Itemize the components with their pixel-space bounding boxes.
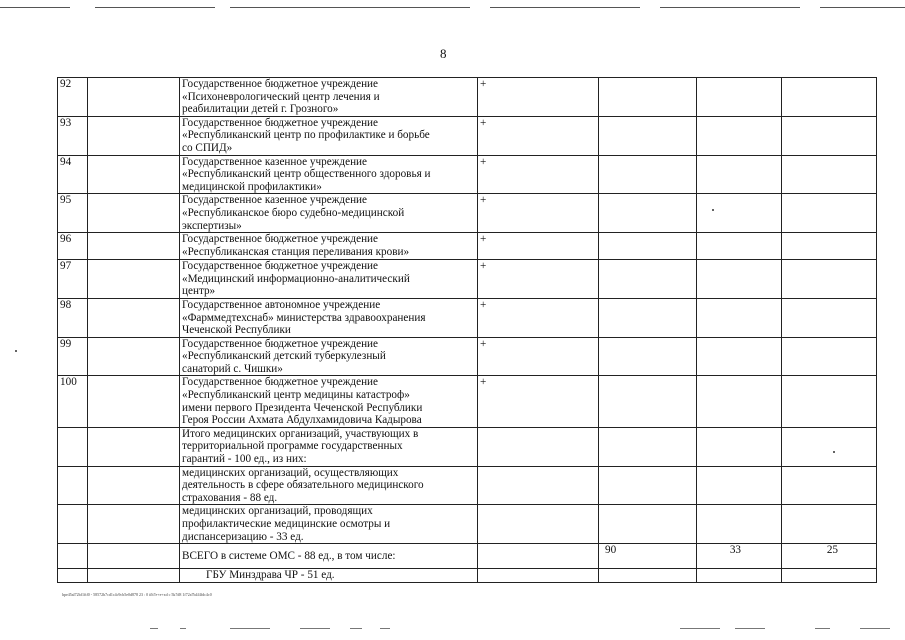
empty-cell xyxy=(599,155,697,194)
empty-cell xyxy=(599,233,697,260)
empty-cell xyxy=(88,544,180,569)
organization-name xyxy=(180,78,478,117)
row-number xyxy=(58,466,88,505)
organization-name xyxy=(180,298,478,337)
table-row xyxy=(58,298,877,337)
table-row xyxy=(58,194,877,233)
organization-name xyxy=(180,116,478,155)
name-line: имени первого Президента Чеченской Республики xyxy=(182,401,423,414)
name-line: деятельность в сфере обязательного медицинского xyxy=(182,479,424,492)
empty-cell xyxy=(697,233,782,260)
table-row xyxy=(58,427,877,466)
empty-cell xyxy=(782,78,877,117)
empty-cell xyxy=(88,155,180,194)
empty-cell xyxy=(599,116,697,155)
empty-cell xyxy=(599,298,697,337)
empty-cell xyxy=(697,505,782,544)
table-body xyxy=(58,78,877,583)
table-row xyxy=(58,505,877,544)
empty-cell xyxy=(599,376,697,427)
empty-cell xyxy=(58,569,88,583)
name-line: Государственное бюджетное учреждение xyxy=(182,376,379,389)
empty-cell xyxy=(88,466,180,505)
empty-cell xyxy=(782,298,877,337)
participation-mark xyxy=(478,466,599,505)
empty-cell xyxy=(88,298,180,337)
name-line: Государственное автономное учреждение xyxy=(182,298,381,311)
row-number: 96 xyxy=(58,233,88,260)
empty-cell xyxy=(88,505,180,544)
empty-cell xyxy=(88,569,180,583)
name-line: со СПИД» xyxy=(182,141,233,154)
empty-cell xyxy=(782,155,877,194)
name-line: центр» xyxy=(182,285,216,298)
empty-cell xyxy=(599,505,697,544)
table-row xyxy=(58,155,877,194)
empty-cell xyxy=(599,337,697,376)
name-line: «Республиканское бюро судебно-медицинской xyxy=(182,206,405,219)
participation-mark: + xyxy=(478,337,599,376)
organization-name xyxy=(180,505,478,544)
name-line: «Республиканский центр общественного здоровья и xyxy=(182,168,431,181)
name-line: территориальной программе государственных xyxy=(182,440,403,453)
table-row xyxy=(58,233,877,260)
page-number: 8 xyxy=(440,46,447,61)
organization-name xyxy=(180,466,478,505)
name-line: страхования - 88 ед. xyxy=(182,491,278,504)
empty-cell xyxy=(782,194,877,233)
table-row xyxy=(58,376,877,427)
total-value-1: 90 xyxy=(599,544,697,569)
name-line: «Республиканский центр по профилактике и борьбе xyxy=(182,129,430,142)
name-line: «Республиканская станция переливания крови» xyxy=(182,245,410,258)
name-line: «Психоневрологический центр лечения и xyxy=(182,90,380,103)
name-line: профилактические медицинские осмотры и xyxy=(182,518,391,530)
empty-cell xyxy=(782,569,877,583)
participation-mark xyxy=(478,505,599,544)
name-line: гарантий - 100 ед., из них: xyxy=(182,453,307,466)
organization-name xyxy=(180,194,478,233)
row-number: 94 xyxy=(58,155,88,194)
name-line: медицинских организаций, осуществляющих xyxy=(182,466,399,479)
organization-name xyxy=(180,155,478,194)
empty-cell xyxy=(88,194,180,233)
empty-cell xyxy=(697,376,782,427)
name-line: «Республиканский детский туберкулезный xyxy=(182,350,386,363)
empty-cell xyxy=(599,466,697,505)
empty-cell xyxy=(782,116,877,155)
table-row xyxy=(58,116,877,155)
empty-cell xyxy=(782,505,877,544)
empty-cell xyxy=(697,78,782,117)
empty-cell xyxy=(599,260,697,299)
empty-cell xyxy=(697,194,782,233)
empty-cell xyxy=(697,466,782,505)
empty-cell xyxy=(782,427,877,466)
name-line: Государственное бюджетное учреждение xyxy=(182,260,379,273)
empty-cell xyxy=(88,427,180,466)
name-line: Героя России Ахмата Абдулхамидовича Кадырова xyxy=(182,414,422,427)
row-number: 92 xyxy=(58,78,88,117)
name-line: медицинских организаций, проводящих xyxy=(182,505,373,518)
organization-name xyxy=(180,260,478,299)
organization-name xyxy=(180,337,478,376)
participation-mark: + xyxy=(478,155,599,194)
row-number: 98 xyxy=(58,298,88,337)
empty-cell xyxy=(697,427,782,466)
row-number xyxy=(58,505,88,544)
name-line: «Фарммедтехснаб» министерства здравоохранения xyxy=(182,311,426,324)
participation-mark: + xyxy=(478,298,599,337)
participation-mark xyxy=(478,427,599,466)
participation-mark: + xyxy=(478,78,599,117)
empty-cell xyxy=(782,337,877,376)
table-row xyxy=(58,337,877,376)
name-line: «Медицинский информационно-аналитический xyxy=(182,272,410,285)
row-number: 95 xyxy=(58,194,88,233)
sub-total-row xyxy=(58,569,877,583)
organizations-table xyxy=(57,77,877,583)
empty-cell xyxy=(782,233,877,260)
empty-cell xyxy=(88,78,180,117)
row-number xyxy=(58,427,88,466)
row-number: 99 xyxy=(58,337,88,376)
name-line: диспансеризацию - 33 ед. xyxy=(182,530,304,543)
participation-mark: + xyxy=(478,233,599,260)
empty-cell xyxy=(782,466,877,505)
empty-cell xyxy=(88,376,180,427)
empty-cell xyxy=(88,337,180,376)
organization-name xyxy=(180,427,478,466)
empty-cell xyxy=(478,544,599,569)
empty-cell xyxy=(599,194,697,233)
name-line: Государственное бюджетное учреждение xyxy=(182,78,379,90)
name-line: Государственное бюджетное учреждение xyxy=(182,337,379,350)
empty-cell xyxy=(697,337,782,376)
organization-name xyxy=(180,233,478,260)
name-line: медицинской профилактики» xyxy=(182,180,322,193)
empty-cell xyxy=(88,116,180,155)
name-line: Итого медицинских организаций, участвующих в xyxy=(182,427,419,440)
participation-mark: + xyxy=(478,376,599,427)
scan-top-line xyxy=(0,7,905,9)
empty-cell xyxy=(478,569,599,583)
name-line: санаторий с. Чишки» xyxy=(182,362,283,375)
row-number: 97 xyxy=(58,260,88,299)
name-line: Чеченской Республики xyxy=(182,324,291,337)
empty-cell xyxy=(697,116,782,155)
scan-speck xyxy=(15,350,17,352)
empty-cell xyxy=(782,376,877,427)
name-line: Государственное бюджетное учреждение xyxy=(182,116,379,129)
name-line: Государственное казенное учреждение xyxy=(182,194,368,207)
empty-cell xyxy=(599,78,697,117)
empty-cell xyxy=(697,260,782,299)
row-number: 93 xyxy=(58,116,88,155)
total-value-3: 25 xyxy=(782,544,877,569)
name-line: Государственное казенное учреждение xyxy=(182,155,368,168)
empty-cell xyxy=(599,427,697,466)
empty-cell xyxy=(88,260,180,299)
empty-cell xyxy=(697,155,782,194)
name-line: Государственное бюджетное учреждение xyxy=(182,233,379,246)
table-row xyxy=(58,78,877,117)
name-line: реабилитации детей г. Грозного» xyxy=(182,103,339,116)
participation-mark: + xyxy=(478,116,599,155)
empty-cell xyxy=(697,298,782,337)
scan-bottom-marks xyxy=(0,628,905,632)
row-number: 100 xyxy=(58,376,88,427)
participation-mark: + xyxy=(478,260,599,299)
scan-speck xyxy=(712,209,714,211)
document-footer-code: hpe45al72bf1ftf0 - 58572b7cd1c4c9cb5e0d878 23 : 0 ifh7e+e+xd c 5k7d8 1f72a7b4f4fdc4c0 xyxy=(62,592,212,597)
participation-mark: + xyxy=(478,194,599,233)
empty-cell xyxy=(58,544,88,569)
total-value-2: 33 xyxy=(697,544,782,569)
name-line: «Республиканский центр медицины катастроф» xyxy=(182,389,410,402)
sub-total-label: ГБУ Минздрава ЧР - 51 ед. xyxy=(180,569,478,583)
organization-name xyxy=(180,376,478,427)
total-label: ВСЕГО в системе ОМС - 88 ед., в том числе: xyxy=(180,544,478,569)
empty-cell xyxy=(782,260,877,299)
total-row xyxy=(58,544,877,569)
empty-cell xyxy=(599,569,697,583)
scan-speck xyxy=(833,451,835,453)
name-line: экспертизы» xyxy=(182,219,242,232)
empty-cell xyxy=(697,569,782,583)
table-row xyxy=(58,260,877,299)
table-row xyxy=(58,466,877,505)
empty-cell xyxy=(88,233,180,260)
